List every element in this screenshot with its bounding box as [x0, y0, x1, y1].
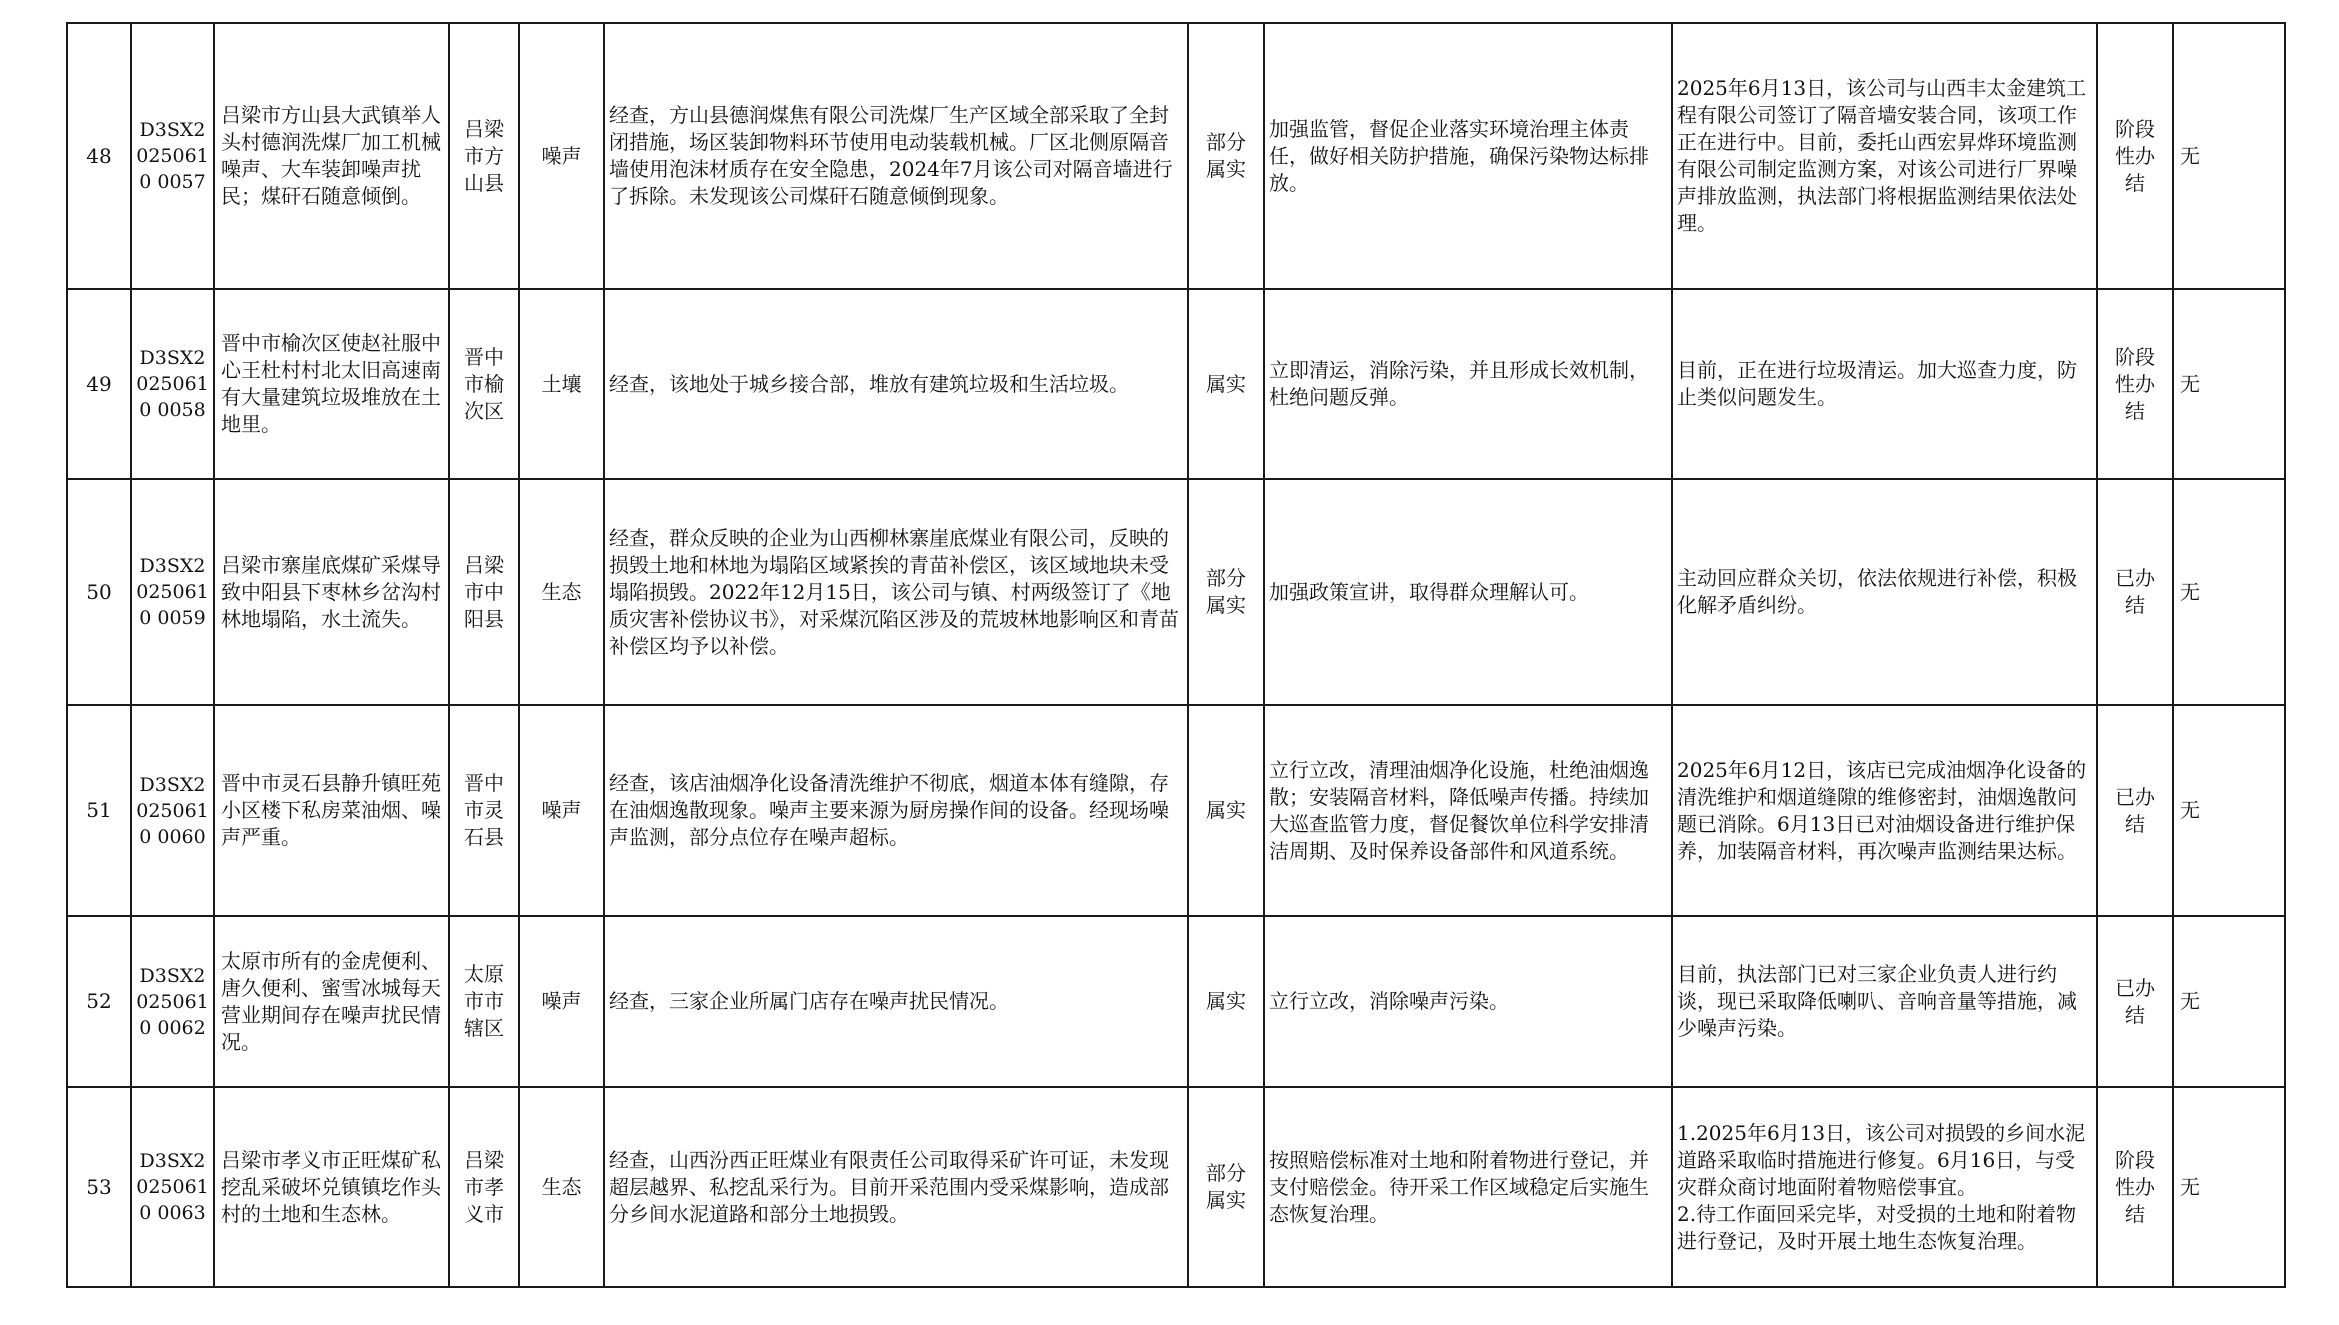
- case-code: D3SX20250610 0059: [131, 479, 214, 705]
- administrative-area: 吕梁市方山县: [449, 23, 519, 289]
- rectification-measure: 按照赔偿标准对土地和附着物进行登记，并支付赔偿金。待开采工作区域稳定后实施生态恢复治理。: [1264, 1087, 1672, 1287]
- rectification-progress: 1.2025年6月13日，该公司对损毁的乡间水泥道路采取临时措施进行修复。6月16日，与受灾群众商讨地面附着物赔偿事宜。 2.待工作面回采完毕，对受损的土地和附着物进行登记，及时开展土地生态恢复治理。: [1672, 1087, 2097, 1287]
- pollution-type: 生态: [519, 1087, 604, 1287]
- administrative-area: 晋中市榆次区: [449, 289, 519, 479]
- case-code: D3SX20250610 0063: [131, 1087, 214, 1287]
- completion-status: 阶段性办结: [2097, 23, 2173, 289]
- accountability: 无: [2173, 705, 2285, 916]
- complaint-content: 太原市所有的金虎便利、唐久便利、蜜雪冰城每天营业期间存在噪声扰民情况。: [214, 916, 449, 1087]
- row-number: 50: [67, 479, 131, 705]
- accountability: 无: [2173, 1087, 2285, 1287]
- completion-status: 已办结: [2097, 705, 2173, 916]
- row-number: 48: [67, 23, 131, 289]
- rectification-measure: 立行立改，清理油烟净化设施，杜绝油烟逸散；安装隔音材料，降低噪声传播。持续加大巡查监管力度，督促餐饮单位科学安排清洁周期、及时保养设备部件和风道系统。: [1264, 705, 1672, 916]
- investigation-finding: 经查，山西汾西正旺煤业有限责任公司取得采矿许可证，未发现超层越界、私挖乱采行为。目前开采范围内受采煤影响，造成部分乡间水泥道路和部分土地损毁。: [604, 1087, 1188, 1287]
- complaint-content: 吕梁市寨崖底煤矿采煤导致中阳县下枣林乡岔沟村林地塌陷，水土流失。: [214, 479, 449, 705]
- complaint-content: 吕梁市孝义市正旺煤矿私挖乱采破坏兑镇镇圪作头村的土地和生态林。: [214, 1087, 449, 1287]
- verification-result: 属实: [1188, 289, 1264, 479]
- pollution-type: 噪声: [519, 705, 604, 916]
- administrative-area: 吕梁市中阳县: [449, 479, 519, 705]
- case-code: D3SX20250610 0057: [131, 23, 214, 289]
- accountability: 无: [2173, 479, 2285, 705]
- complaint-content: 晋中市灵石县静升镇旺苑小区楼下私房菜油烟、噪声严重。: [214, 705, 449, 916]
- complaint-content: 晋中市榆次区使赵社服中心王杜村村北太旧高速南有大量建筑垃圾堆放在土地里。: [214, 289, 449, 479]
- investigation-finding: 经查，方山县德润煤焦有限公司洗煤厂生产区域全部采取了全封闭措施，场区装卸物料环节使用电动装载机械。厂区北侧原隔音墙使用泡沫材质存在安全隐患，2024年7月该公司对隔音墙进行了拆除。未发现该公司煤矸石随意倾倒现象。: [604, 23, 1188, 289]
- verification-result: 属实: [1188, 705, 1264, 916]
- table-row: [67, 705, 2285, 916]
- table-row: [67, 916, 2285, 1087]
- accountability: 无: [2173, 916, 2285, 1087]
- table-body: [67, 23, 2285, 1287]
- table-row: [67, 1087, 2285, 1287]
- verification-result: 部分属实: [1188, 23, 1264, 289]
- case-code: D3SX20250610 0060: [131, 705, 214, 916]
- verification-result: 部分属实: [1188, 1087, 1264, 1287]
- case-code: D3SX20250610 0058: [131, 289, 214, 479]
- rectification-measure: 加强政策宣讲，取得群众理解认可。: [1264, 479, 1672, 705]
- row-number: 53: [67, 1087, 131, 1287]
- rectification-progress: 2025年6月13日，该公司与山西丰太金建筑工程有限公司签订了隔音墙安装合同，该项工作正在进行中。目前，委托山西宏昇烨环境监测有限公司制定监测方案，对该公司进行厂界噪声排放监测，执法部门将根据监测结果依法处理。: [1672, 23, 2097, 289]
- completion-status: 已办结: [2097, 916, 2173, 1087]
- pollution-type: 噪声: [519, 23, 604, 289]
- pollution-type: 噪声: [519, 916, 604, 1087]
- verification-result: 属实: [1188, 916, 1264, 1087]
- rectification-measure: 加强监管，督促企业落实环境治理主体责任，做好相关防护措施，确保污染物达标排放。: [1264, 23, 1672, 289]
- investigation-finding: 经查，群众反映的企业为山西柳林寨崖底煤业有限公司，反映的损毁土地和林地为塌陷区域紧挨的青苗补偿区，该区域地块未受塌陷损毁。2022年12月15日，该公司与镇、村两级签订了《地质灾害补偿协议书》，对采煤沉陷区涉及的荒坡林地影响区和青苗补偿区均予以补偿。: [604, 479, 1188, 705]
- table-row: [67, 479, 2285, 705]
- administrative-area: 晋中市灵石县: [449, 705, 519, 916]
- row-number: 49: [67, 289, 131, 479]
- row-number: 52: [67, 916, 131, 1087]
- pollution-type: 土壤: [519, 289, 604, 479]
- investigation-finding: 经查，三家企业所属门店存在噪声扰民情况。: [604, 916, 1188, 1087]
- complaint-content: 吕梁市方山县大武镇举人头村德润洗煤厂加工机械噪声、大车装卸噪声扰民；煤矸石随意倾倒。: [214, 23, 449, 289]
- row-number: 51: [67, 705, 131, 916]
- accountability: 无: [2173, 289, 2285, 479]
- completion-status: 已办结: [2097, 479, 2173, 705]
- rectification-measure: 立即清运，消除污染，并且形成长效机制，杜绝问题反弹。: [1264, 289, 1672, 479]
- completion-status: 阶段性办结: [2097, 289, 2173, 479]
- rectification-progress: 主动回应群众关切，依法依规进行补偿，积极化解矛盾纠纷。: [1672, 479, 2097, 705]
- table-row: [67, 23, 2285, 289]
- accountability: 无: [2173, 23, 2285, 289]
- administrative-area: 太原市市辖区: [449, 916, 519, 1087]
- case-code: D3SX20250610 0062: [131, 916, 214, 1087]
- pollution-type: 生态: [519, 479, 604, 705]
- verification-result: 部分属实: [1188, 479, 1264, 705]
- rectification-progress: 目前，正在进行垃圾清运。加大巡查力度，防止类似问题发生。: [1672, 289, 2097, 479]
- investigation-finding: 经查，该地处于城乡接合部，堆放有建筑垃圾和生活垃圾。: [604, 289, 1188, 479]
- table-row: [67, 289, 2285, 479]
- investigation-finding: 经查，该店油烟净化设备清洗维护不彻底，烟道本体有缝隙，存在油烟逸散现象。噪声主要来源为厨房操作间的设备。经现场噪声监测，部分点位存在噪声超标。: [604, 705, 1188, 916]
- complaint-table: [66, 22, 2286, 1288]
- rectification-measure: 立行立改，消除噪声污染。: [1264, 916, 1672, 1087]
- administrative-area: 吕梁市孝义市: [449, 1087, 519, 1287]
- rectification-progress: 2025年6月12日，该店已完成油烟净化设备的清洗维护和烟道缝隙的维修密封，油烟逸散问题已消除。6月13日已对油烟设备进行维护保养，加装隔音材料，再次噪声监测结果达标。: [1672, 705, 2097, 916]
- completion-status: 阶段性办结: [2097, 1087, 2173, 1287]
- rectification-progress: 目前，执法部门已对三家企业负责人进行约谈，现已采取降低喇叭、音响音量等措施，减少噪声污染。: [1672, 916, 2097, 1087]
